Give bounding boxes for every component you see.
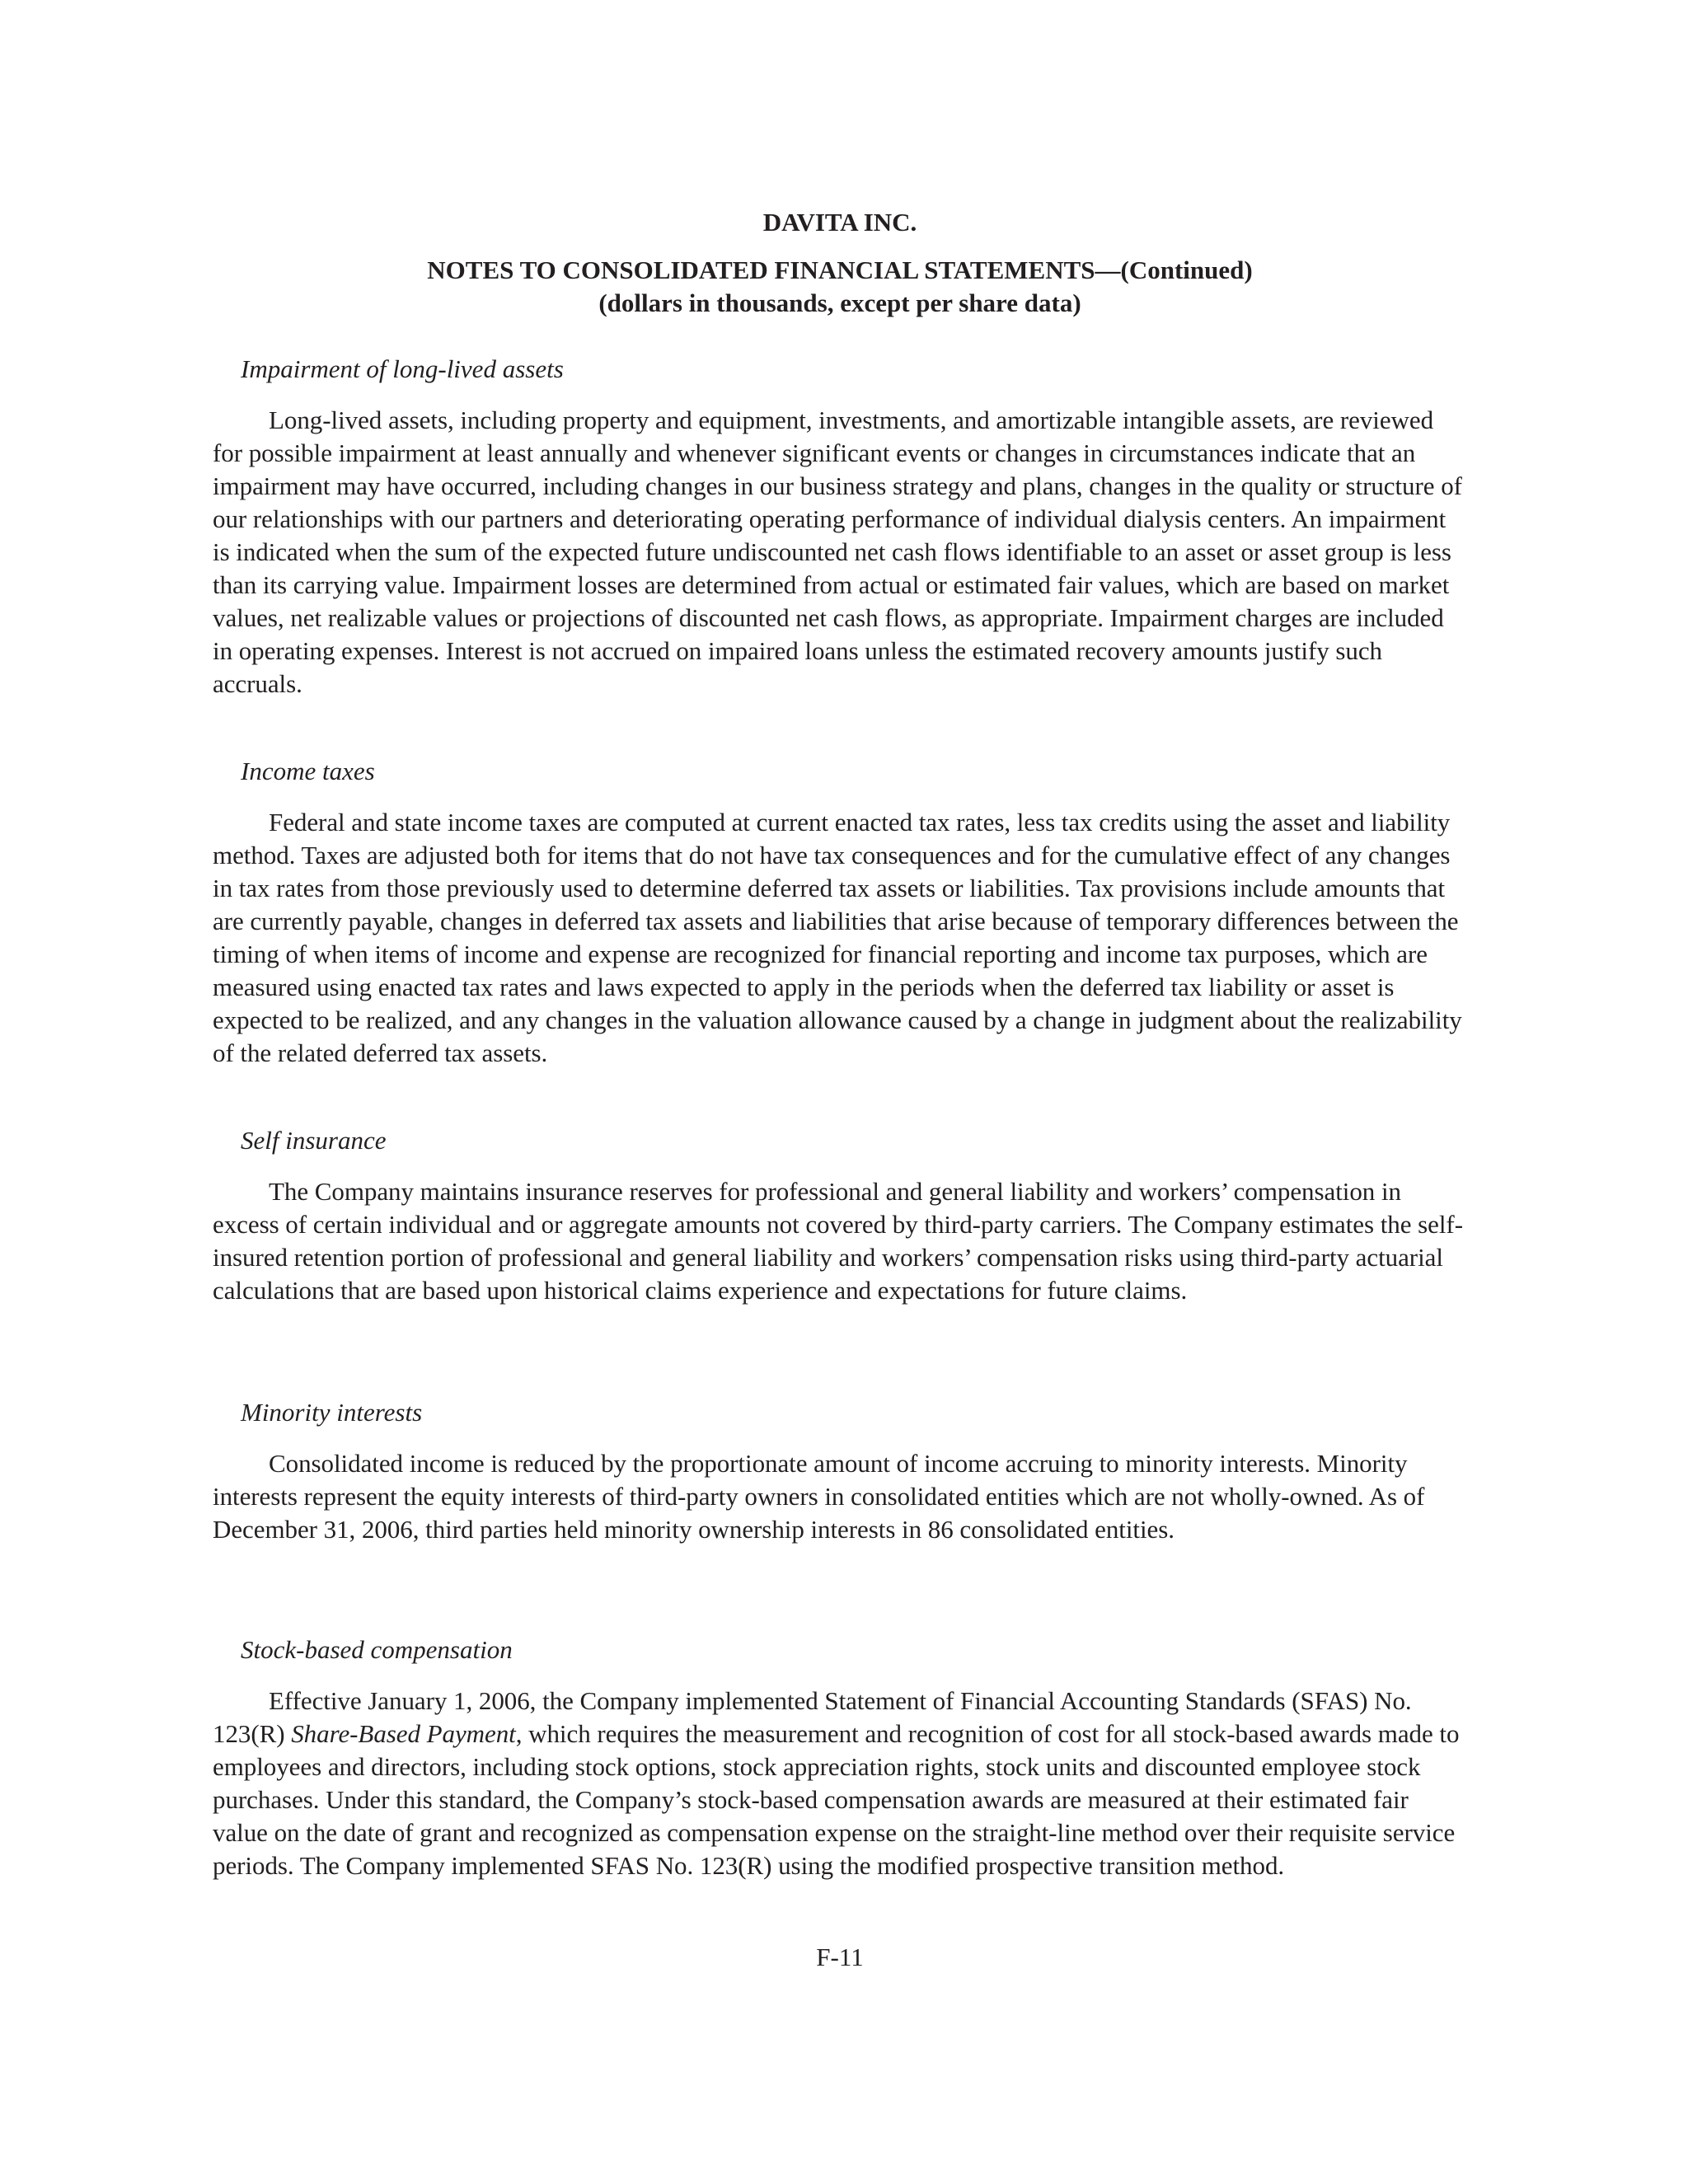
section-impairment bbox=[213, 353, 1467, 701]
section-heading: Self insurance bbox=[241, 1126, 387, 1155]
section-body: Federal and state income taxes are computed at current enacted tax rates, less tax credits using the asset and liability method. Taxes are adjusted both for items that do not have tax consequences and for the cumulative effect of any changes in tax rates from those previously used to determine deferred tax assets or liabilities. Tax provisions include amounts that are currently payable, changes in deferred tax assets and liabilities that arise because of temporary differences between the timing of when items of income and expense are recognized for financial reporting and income tax purposes, which are measured using enacted tax rates and laws expected to apply in the periods when the deferred tax liability or asset is expected to be realized, and any changes in the valuation allowance caused by a change in judgment about the realizability of the related deferred tax assets. bbox=[213, 808, 1462, 1067]
standard-title: Share-Based Payment bbox=[291, 1719, 516, 1748]
page-number: F-11 bbox=[816, 1943, 864, 1971]
section-heading: Impairment of long-lived assets bbox=[241, 354, 564, 383]
section-body: The Company maintains insurance reserves for professional and general liability and workers’ compensation in excess of certain individual and or aggregate amounts not covered by third-party carriers. The Company estimates the self-insured retention portion of professional and general liability and workers’ compensation risks using third-party actuarial calculations that are based upon historical claims experience and expectations for future claims. bbox=[213, 1177, 1463, 1305]
document-page bbox=[213, 0, 1467, 2184]
body-text-part: , which requires the measurement and recognition of cost for all stock-based awards made to employees and directors, including stock options, stock appreciation rights, stock units and discounted employee stock purchases. Under this standard, the Company’s stock-based compensation awards are measured at their estimated fair value on the date of grant and recognized as compensation expense on the straight-line method over their requisite service periods. The Company implemented SFAS No. 123(R) using the modified prospective transition method. bbox=[213, 1719, 1460, 1880]
section-minority-interests bbox=[213, 1396, 1467, 1546]
company-name: DAVITA INC. bbox=[762, 208, 917, 237]
section-body: Consolidated income is reduced by the proportionate amount of income accruing to minority interests. Minority interests represent the equity interests of third-party owners in consolidated entities which are not wholly-owned. As of December 31, 2006, third parties held minority ownership interests in 86 consolidated entities. bbox=[213, 1449, 1425, 1544]
notes-title: NOTES TO CONSOLIDATED FINANCIAL STATEMENTS—(Continued) bbox=[427, 255, 1253, 284]
section-heading: Stock-based compensation bbox=[241, 1635, 513, 1664]
section-stock-based-compensation bbox=[213, 1633, 1467, 1882]
section-heading: Income taxes bbox=[241, 757, 375, 785]
section-self-insurance bbox=[213, 1124, 1467, 1307]
notes-subtitle: (dollars in thousands, except per share data) bbox=[598, 288, 1081, 317]
section-body bbox=[213, 1685, 1467, 1882]
body-text-part: Effective January 1, 2006, the Company implemented Statement of Financial Accounting Standards (SFAS) No. 123(R) bbox=[213, 1686, 1412, 1748]
section-income-taxes bbox=[213, 755, 1467, 1070]
section-heading: Minority interests bbox=[241, 1398, 423, 1427]
section-body: Long-lived assets, including property and equipment, investments, and amortizable intangible assets, are reviewed for possible impairment at least annually and whenever significant events or changes in circumstances indicate that an impairment may have occurred, including changes in our business strategy and plans, changes in the quality or structure of our relationships with our partners and deteriorating operating performance of individual dialysis centers. An impairment is indicated when the sum of the expected future undiscounted net cash flows identifiable to an asset or asset group is less than its carrying value. Impairment losses are determined from actual or estimated fair values, which are based on market values, net realizable values or projections of discounted net cash flows, as appropriate. Impairment charges are included in operating expenses. Interest is not accrued on impaired loans unless the estimated recovery amounts justify such accruals. bbox=[213, 405, 1462, 698]
